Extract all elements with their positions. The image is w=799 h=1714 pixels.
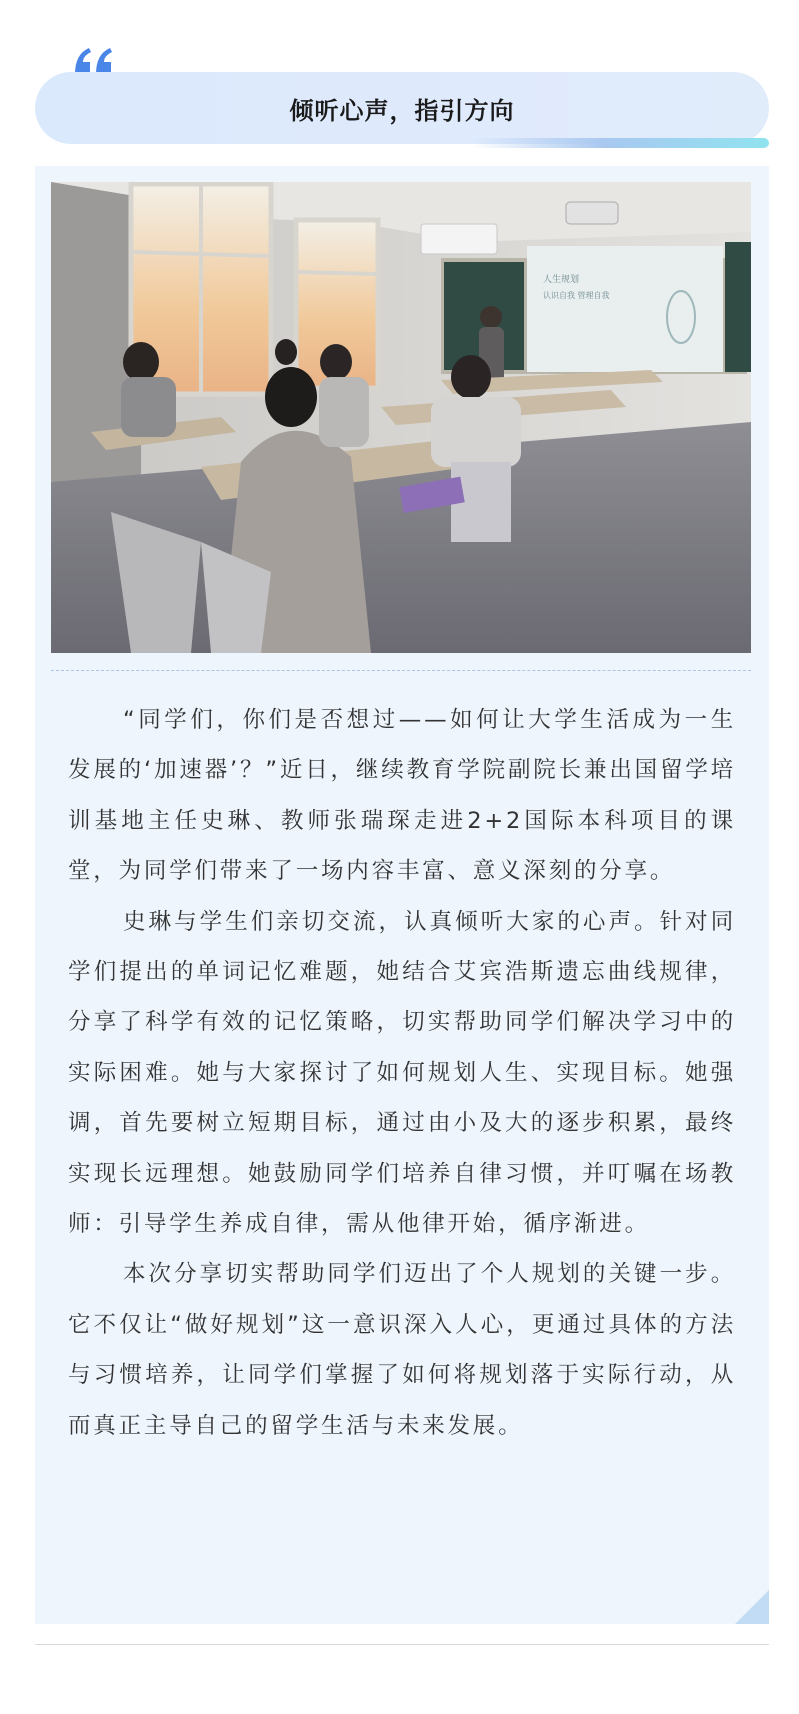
corner-fold-decoration [735,1590,769,1624]
title-banner [35,72,769,144]
article-body [68,695,736,1451]
bottom-divider [35,1644,769,1645]
article-paragraph: “同学们，你们是否想过——如何让大学生活成为一生发展的‘加速器’？”近日，继续教育学院副院长兼出国留学培训基地主任史琳、教师张瑞琛走进2+2国际本科项目的课堂，为同学们带来了一场内容丰富、意义深刻的分享。 [68,707,736,885]
slide-heading: 人生规划 [543,275,580,285]
article-paragraph: 史琳与学生们亲切交流，认真倾听大家的心声。针对同学们提出的单词记忆难题，她结合艾宾浩斯遗忘曲线规律，分享了科学有效的记忆策略，切实帮助同学们解决学习中的实际困难。她与大家探讨了如何规划人生、实现目标。她强调，首先要树立短期目标，通过由小及大的逐步积累，最终实现长远理想。她鼓励同学们培养自律习惯，并叮嘱在场教师：引导学生养成自律，需从他律开始，循序渐进。 [68,908,736,1238]
title-underline-accent [470,138,769,148]
slide-subheading: 认识自我 管理自我 [543,291,610,300]
classroom-photo [51,182,751,653]
dotted-divider [51,670,751,671]
page-title: 倾听心声，指引方向 [289,96,515,125]
article-paragraph: 本次分享切实帮助同学们迈出了个人规划的关键一步。它不仅让“做好规划”这一意识深入人心，更通过具体的方法与习惯培养，让同学们掌握了如何将规划落于实际行动，从而真正主导自己的留学生活与未来发展。 [68,1261,736,1439]
content-card [35,166,769,1624]
